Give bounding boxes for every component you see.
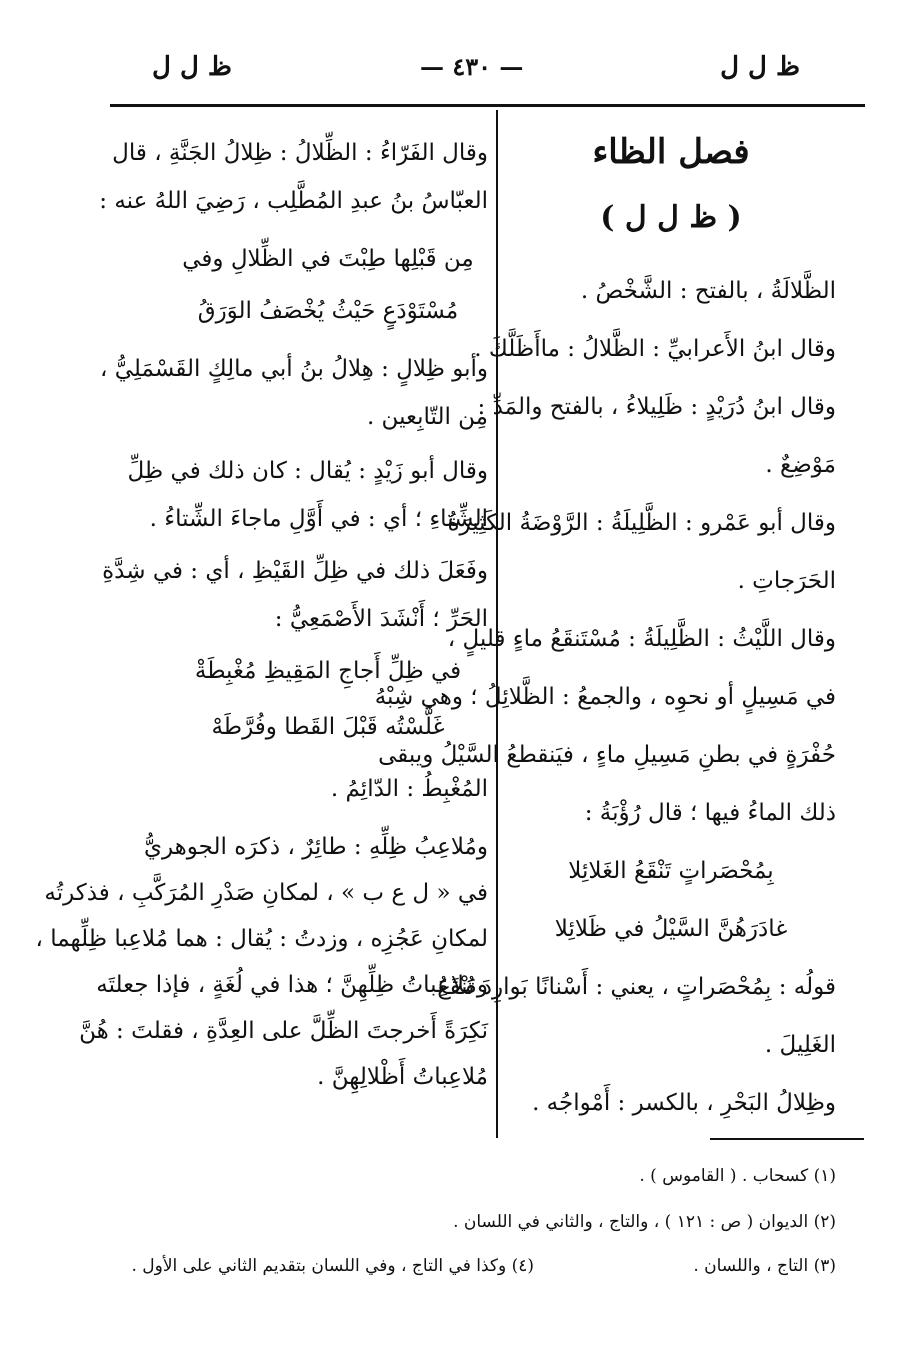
text-line: وقال أبو زَيْدٍ : يُقال : كان ذلك في ظِلِّ [127,458,488,484]
entry-heading: ( ظ ل ل ) [600,200,742,235]
text-line: وأبو ظِلالٍ : هِلالُ بنُ أبي مالِكٍ القَسْمَلِيُّ ، [100,356,488,382]
text-line: العبّاسُ بنُ عبدِ المُطَّلِب ، رَضِيَ اللهُ عنه : [99,188,488,214]
text-line: مَوْضِعٌ . [765,452,836,478]
text-line: الظَّلالَةُ ، بالفتح : الشَّخْصُ . [580,278,836,304]
text-line: حُفْرَةٍ في بطنِ مَسِيلِ ماءٍ ، فيَنقطعُ السَّيْلُ ويبقى [378,742,836,768]
right-column [506,132,836,257]
footnote-1: (١) كسحاب . ( القاموس ) . [639,1166,836,1186]
header-root-right: ظ ل ل [720,52,800,82]
verse-line: في ظِلِّ أَجاجِ المَقِيظِ مُغْبِطَةْ [194,658,462,684]
text-line: الشِّتاءِ ؛ أي : في أَوَّلِ ماجاءَ الشِّتاءُ . [149,506,488,532]
footnote-3: (٣) التاج ، واللسان . [693,1256,836,1276]
footnote-rule [710,1138,864,1140]
section-title: فصل الظاء [592,132,750,172]
text-line: نَكِرَةً أَخرجتَ الظِّلَّ على العِدَّةِ ، فقلتَ : هُنَّ [79,1018,488,1044]
text-line: الحَرَجاتِ . [737,568,836,594]
footnote-4: (٤) وكذا في التاج ، وفي اللسان بتقديم الثاني على الأول . [131,1256,534,1276]
page-number: — ٤٣٠ — [420,52,524,81]
text-line: في « ل ع ب » ، لمكانِ صَدْرِ المُرَكَّبِ ، فذكرتُه [44,880,488,906]
text-line: قولُه : بِمُحْصَراتٍ ، يعني : أَسْنانًا بَوارِدَ تَنْقَعُ [437,974,836,1000]
text-line: ومُلاعِبُ ظِلِّهِ : طائِرٌ ، ذكرَه الجوهريُّ [143,834,488,860]
text-line: وقال ابنُ الأَعرابيِّ : الظَّلالُ : ماأَظَلَّكَ . [474,336,836,362]
verse-line: غَلَّسْتُه قَبْلَ القَطا وفُرَّطَهْ [211,714,445,740]
text-line: ومُلاعِباتُ ظِلِّهِنَّ ؛ هذا في لُغَةٍ ، فإذا جعلتَه [96,972,488,998]
text-line: في مَسِيلٍ أو نحوِه ، والجمعُ : الظَّلائِلُ ؛ وهي شِبْهُ [374,684,836,710]
text-line: ذلك الماءُ فيها ؛ قال رُؤْبَةُ : [584,800,836,826]
text-line: وقال أبو عَمْرو : الظَّلِيلَةُ : الرَّوْضَةُ الكَثِيرَةُ [447,510,836,536]
text-line: مُلاعِباتُ أَظْلالِهِنَّ . [317,1064,488,1090]
text-line: وقال ابنُ دُرَيْدٍ : ظَلِيلاءُ ، بالفتح والمَدِّ : [477,394,836,420]
text-line: لمكانِ عَجُزِه ، وزدتُ : يُقال : هما مُلاعِبا ظِلِّهما ، [35,926,488,952]
header-rule [110,104,865,107]
text-line: وفَعَلَ ذلك في ظِلِّ القَيْظِ ، أي : في شِدَّةِ [102,558,488,584]
text-line: المُغْبِطُ : الدّائِمُ . [330,776,488,802]
text-line: وقال الفَرّاءُ : الظِّلالُ : ظِلالُ الجَنَّةِ ، قال [112,140,488,166]
verse-line: مُسْتَوْدَعٍ حَيْثُ يُخْصَفُ الوَرَقُ [197,298,459,324]
verse-line: بِمُحْصَراتٍ تَنْقَعُ الغَلائِلا [568,858,774,884]
text-line: وظِلالُ البَحْرِ ، بالكسر : أَمْواجُه . [532,1090,836,1116]
text-line: الحَرِّ ؛ أَنْشَدَ الأَصْمَعِيُّ : [274,606,488,632]
left-column-text [35,140,488,1112]
header-root-left: ظ ل ل [152,52,232,82]
text-line: وقال اللَّيْثُ : الظَّلِيلَةُ : مُسْتَنقَعُ ماءٍ قليلٍ ، [447,626,836,652]
text-line: مِن التّابِعين . [366,404,488,430]
text-line: الغَلِيلَ . [764,1032,836,1058]
verse-line: غادَرَهُنَّ السَّيْلُ في ظَلائِلا [554,916,788,942]
verse-line: مِن قَبْلِها طِبْتَ في الظِّلالِ وفي [182,246,474,272]
footnote-2: (٢) الديوان ( ص : ١٢١ ) ، والتاج ، والثاني في اللسان . [453,1212,836,1232]
